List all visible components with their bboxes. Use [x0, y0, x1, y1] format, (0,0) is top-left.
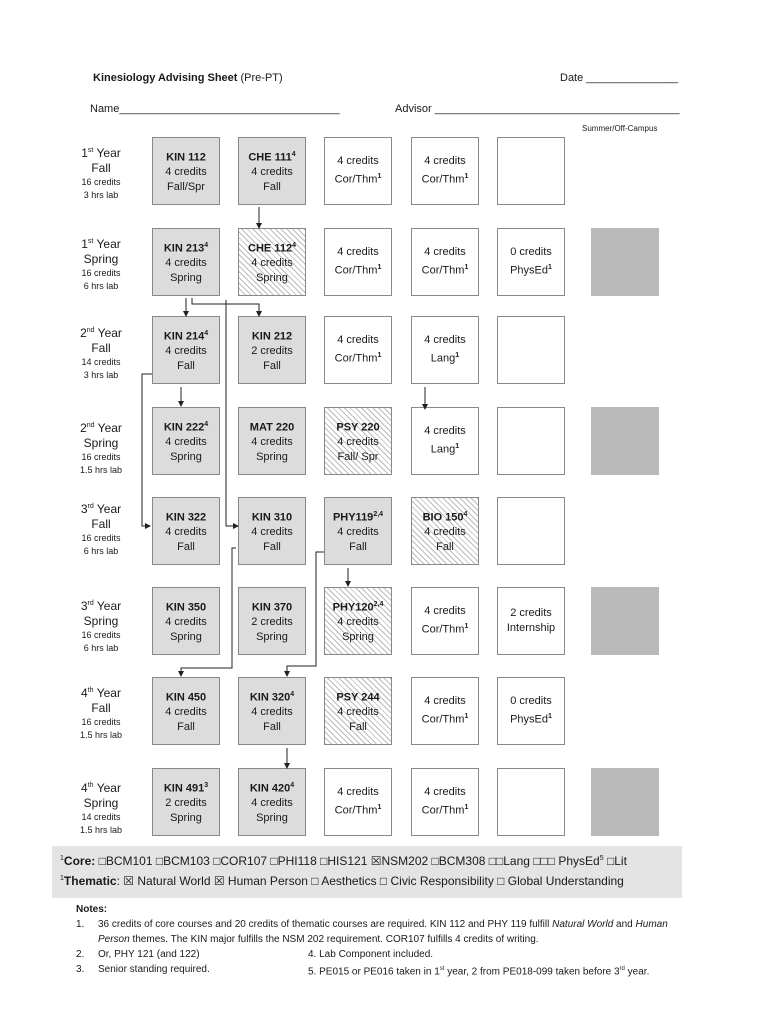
- course-box: KIN $222^4$ 4 credits Spring: [152, 407, 220, 475]
- semester-label: 4th Year Fall 16 credits 1.5 hrs lab: [79, 686, 123, 740]
- notes-section: [76, 902, 676, 977]
- course-box: PHY120$^{2,4}$ 4 credits Spring: [324, 587, 392, 655]
- course-box: PSY 220 4 credits Fall/ Spr: [324, 407, 392, 475]
- course-box: KIN 370 2 credits Spring: [238, 587, 306, 655]
- elective-box: 4 credits Cor/Thm$^1$: [411, 677, 479, 745]
- course-box: KIN 322 4 credits Fall: [152, 497, 220, 565]
- course-box: KIN $420^4$ 4 credits Spring: [238, 768, 306, 836]
- core-thematic-legend: [52, 846, 682, 898]
- note-3: 3. Senior standing required. 5. PE015 or PE016 taken in 1st year, 2 from PE018-099 taken before 3rd year.: [76, 964, 650, 978]
- elective-box: 4 credits Cor/Thm$^1$: [411, 228, 479, 296]
- semester-label: 1st Year Spring 16 credits 6 hrs lab: [81, 237, 121, 291]
- elective-box: 4 credits Cor/Thm$^1$: [411, 587, 479, 655]
- course-box: CHE $111^4$ 4 credits Fall: [238, 137, 306, 205]
- elective-box: 4 credits Lang$^1$: [411, 316, 479, 384]
- course-box: KIN 310 4 credits Fall: [238, 497, 306, 565]
- course-box: PHY119$^{2,4}$ 4 credits Fall: [324, 497, 392, 565]
- summer-column-header: Summer/Off-Campus: [582, 124, 658, 133]
- date-field[interactable]: Date _______________: [560, 72, 679, 84]
- course-box: CHE $112^4$ 4 credits Spring: [238, 228, 306, 296]
- elective-box: 0 credits PhysEd$^1$: [497, 228, 565, 296]
- elective-box: 4 credits Cor/Thm$^1$: [411, 768, 479, 836]
- course-box: KIN $491^3$ 2 credits Spring: [152, 768, 220, 836]
- core-requirements: $^1$Core: □BCM101 □BCM103 □COR107 □PHI118 □HIS121 ☒NSM202 □BCM308 □□Lang □□□ PhysEd$^5$ □Lit: [60, 854, 627, 868]
- semester-label: 2nd Year Spring 16 credits 1.5 hrs lab: [79, 421, 123, 475]
- elective-box: 4 credits Cor/Thm$^1$: [324, 228, 392, 296]
- note-2: 2. Or, PHY 121 (and 122) 4. Lab Component included.: [76, 949, 434, 960]
- semester-label: 3rd Year Fall 16 credits 6 hrs lab: [80, 502, 122, 556]
- course-box: KIN 350 4 credits Spring: [152, 587, 220, 655]
- semester-label: 3rd Year Spring 16 credits 6 hrs lab: [80, 599, 122, 653]
- elective-box: 4 credits Cor/Thm$^1$: [324, 768, 392, 836]
- arrow-kin214-kin322: [142, 374, 152, 526]
- course-box: KIN 450 4 credits Fall: [152, 677, 220, 745]
- course-box: KIN $320^4$ 4 credits Fall: [238, 677, 306, 745]
- course-box: KIN $214^4$ 4 credits Fall: [152, 316, 220, 384]
- course-box: BIO $150^4$ 4 credits Fall: [411, 497, 479, 565]
- semester-label: 2nd Year Fall 14 credits 3 hrs lab: [80, 326, 122, 380]
- elective-box: 4 credits Cor/Thm$^1$: [324, 316, 392, 384]
- course-box: PSY 244 4 credits Fall: [324, 677, 392, 745]
- course-box: KIN 212 2 credits Fall: [238, 316, 306, 384]
- course-box: KIN 112 4 credits Fall/Spr: [152, 137, 220, 205]
- note-1: 1. 36 credits of core courses and 20 credits of thematic courses are required. KIN 112 and PHY 119 fulfill Natural World and Human Person themes. The KIN major fulfills the NSM 202 requirement. COR107 fulfills 4 credits of writing.: [76, 919, 668, 945]
- elective-box: 4 credits Lang$^1$: [411, 407, 479, 475]
- elective-box: 4 credits Cor/Thm$^1$: [324, 137, 392, 205]
- semester-label: 4th Year Spring 14 credits 1.5 hrs lab: [79, 781, 123, 835]
- name-field[interactable]: Name____________________________________: [90, 103, 340, 115]
- arrow-che112-kin310: [226, 300, 238, 526]
- notes-heading: Notes:: [76, 904, 108, 915]
- note-5: 5. PE015 or PE016 taken in 1st year, 2 from PE018-099 taken before 3rd year.: [308, 966, 650, 978]
- elective-box: 0 credits PhysEd$^1$: [497, 677, 565, 745]
- elective-box: 2 credits Internship: [497, 587, 565, 655]
- course-box: KIN $213^4$ 4 credits Spring: [152, 228, 220, 296]
- elective-box: 4 credits Cor/Thm$^1$: [411, 137, 479, 205]
- semester-label: 1st Year Fall 16 credits 3 hrs lab: [81, 146, 121, 200]
- course-box: MAT 220 4 credits Spring: [238, 407, 306, 475]
- thematic-requirements: $^1$Thematic: ☒ Natural World ☒ Human Person □ Aesthetics □ Civic Responsibility □ Global Understanding: [60, 874, 624, 888]
- advisor-field[interactable]: Advisor ________________________________________: [395, 103, 680, 115]
- arrow-phy119-kin320: [287, 552, 324, 676]
- arrow-kin310-kin450: [181, 548, 236, 676]
- note-4: 4. Lab Component included.: [308, 949, 434, 960]
- sheet-title: Kinesiology Advising Sheet (Pre-PT): [93, 72, 283, 84]
